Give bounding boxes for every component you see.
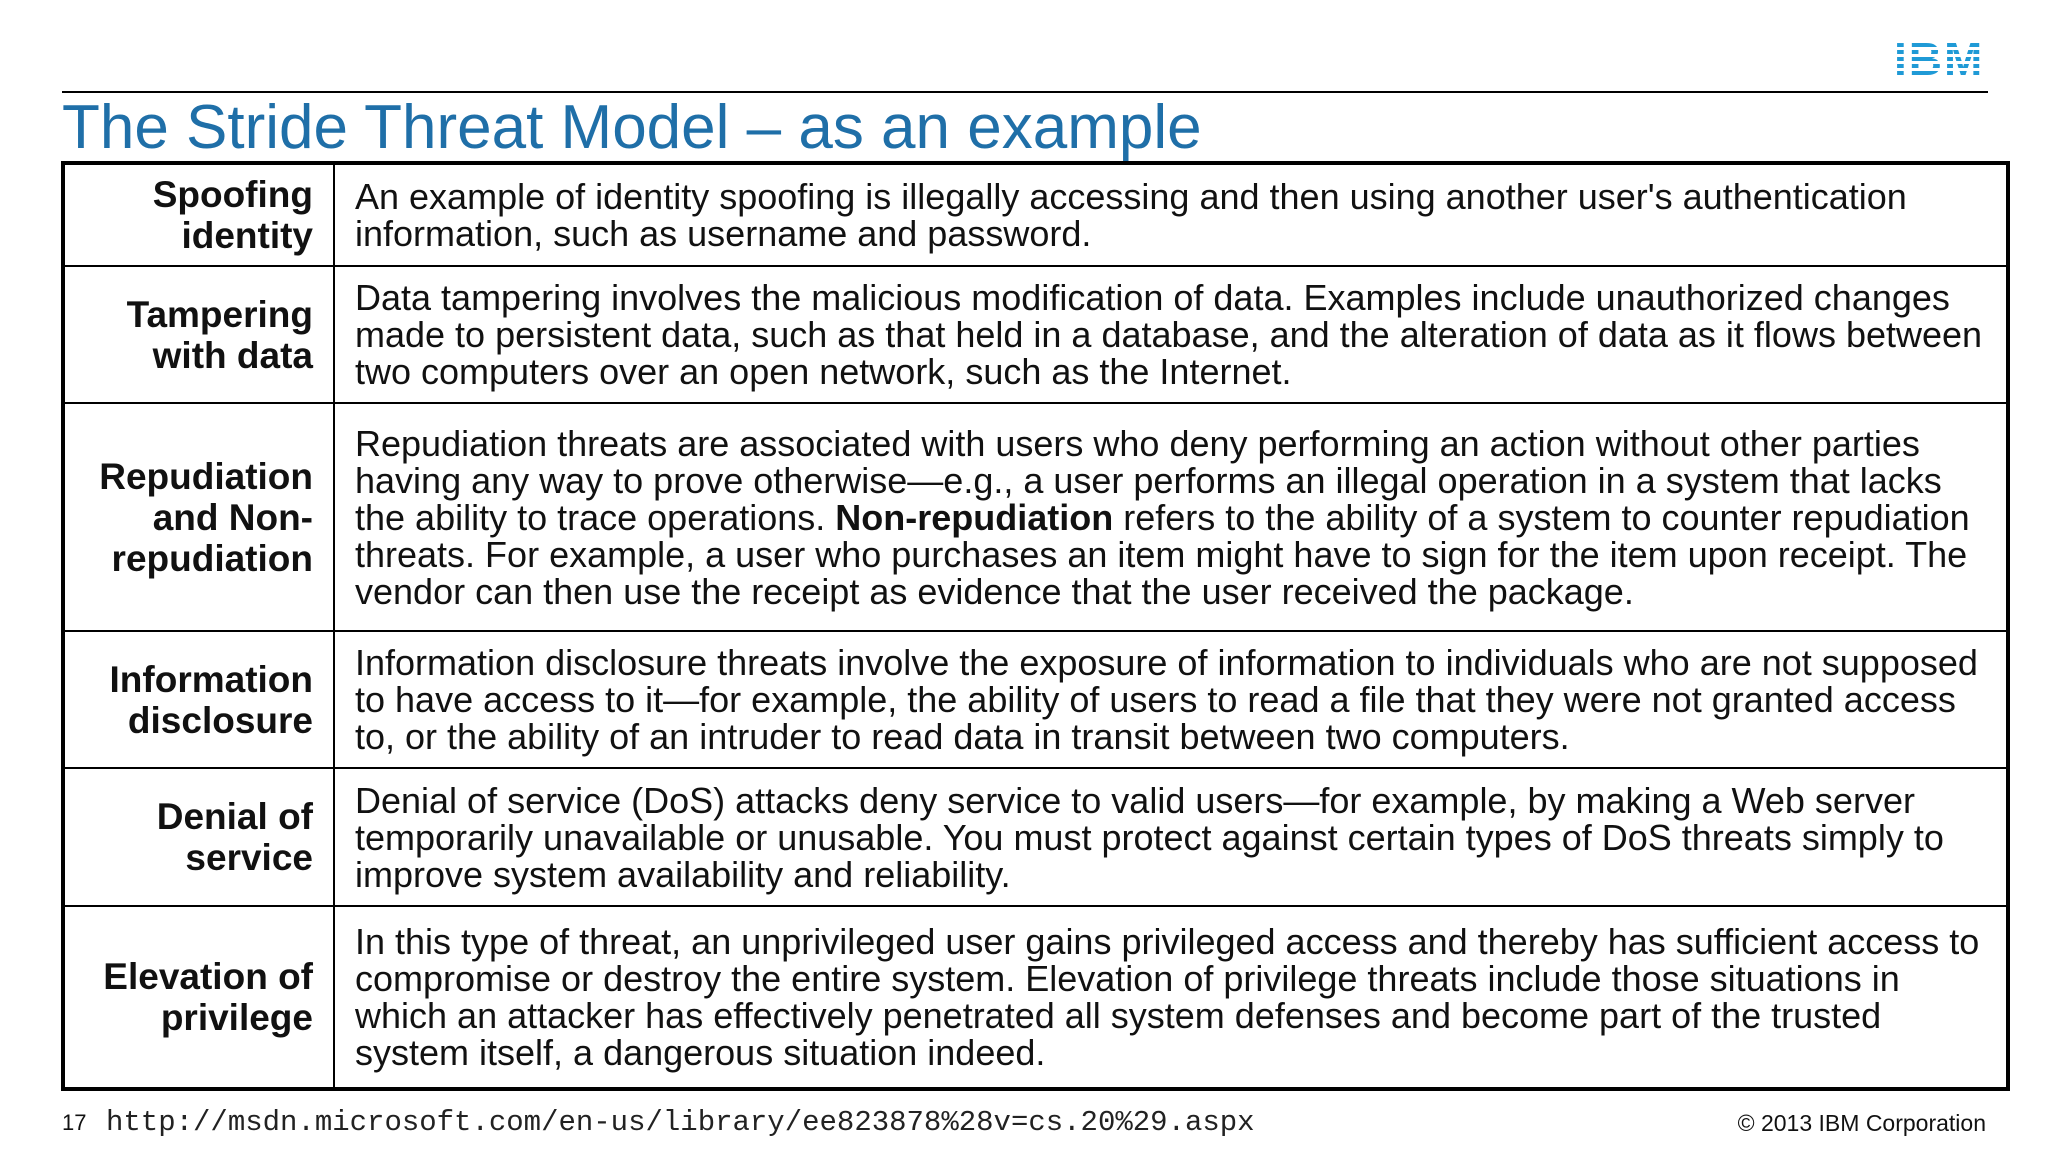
description-text: An example of identity spoofing is illegally accessing and then using another user's authentication information, such as username and password. bbox=[355, 175, 1907, 254]
description-text: Data tampering involves the malicious modification of data. Examples include unauthorized changes made to persistent data, such as that held in a database, and the alteration of data as it flows between two computers over an open network, such as the Internet. bbox=[355, 277, 1983, 393]
copyright: © 2013 IBM Corporation bbox=[1737, 1110, 1986, 1136]
table-row bbox=[65, 403, 2006, 630]
table-row bbox=[65, 906, 2006, 1087]
description-text: Repudiation threats are associated with users who deny performing an action without other parties having any way to prove otherwise—e.g., a user performs an illegal operation in a system that lacks the ability to trace operations. bbox=[355, 422, 1942, 538]
ibm-logo: IBM bbox=[1894, 36, 1988, 82]
threat-description bbox=[334, 768, 2006, 905]
threat-term: Elevation of privilege bbox=[65, 906, 334, 1087]
source-url[interactable]: http://msdn.microsoft.com/en-us/library/ee823878%28v=cs.20%29.aspx bbox=[106, 1106, 1255, 1139]
slide-title: The Stride Threat Model – as an example bbox=[62, 93, 1202, 162]
threat-term: Repudiation and Non- repudiation bbox=[65, 403, 334, 630]
description-text: refers to the ability of a system to counter repudiation threats. For example, a user who purchases an item might have to sign for the item upon receipt. The vendor can then use the receipt as evidence that the user received the package. bbox=[355, 496, 1970, 612]
table-row bbox=[65, 266, 2006, 403]
stride-table bbox=[61, 161, 2010, 1091]
table-row bbox=[65, 165, 2006, 266]
description-text: Information disclosure threats involve the exposure of information to individuals who are not supposed to have access to it—for example, the ability of users to read a file that they were not granted access to, or the ability of an intruder to read data in transit between two computers. bbox=[355, 642, 1978, 758]
table-row bbox=[65, 631, 2006, 768]
description-text: Denial of service (DoS) attacks deny service to valid users—for example, by making a Web server temporarily unavailable or unusable. You must protect against certain types of DoS threats simply to improve system availability and reliability. bbox=[355, 779, 1944, 895]
threat-term: Denial of service bbox=[65, 768, 334, 905]
description-emphasis: Non-repudiation bbox=[835, 496, 1114, 538]
page-number: 17 bbox=[62, 1110, 87, 1135]
threat-description bbox=[334, 631, 2006, 768]
threat-description bbox=[334, 906, 2006, 1087]
threat-description bbox=[334, 403, 2006, 630]
threat-description bbox=[334, 266, 2006, 403]
threat-term: Information disclosure bbox=[65, 631, 334, 768]
description-text: In this type of threat, an unprivileged user gains privileged access and thereby has sufficient access to compromise or destroy the entire system. Elevation of privilege threats include those situations in which an attacker has effectively penetrated all system defenses and become part of the trusted system itself, a dangerous situation indeed. bbox=[355, 920, 1980, 1073]
threat-description bbox=[334, 165, 2006, 266]
threat-term: Spoofing identity bbox=[65, 165, 334, 266]
threat-term: Tampering with data bbox=[65, 266, 334, 403]
table-row bbox=[65, 768, 2006, 905]
